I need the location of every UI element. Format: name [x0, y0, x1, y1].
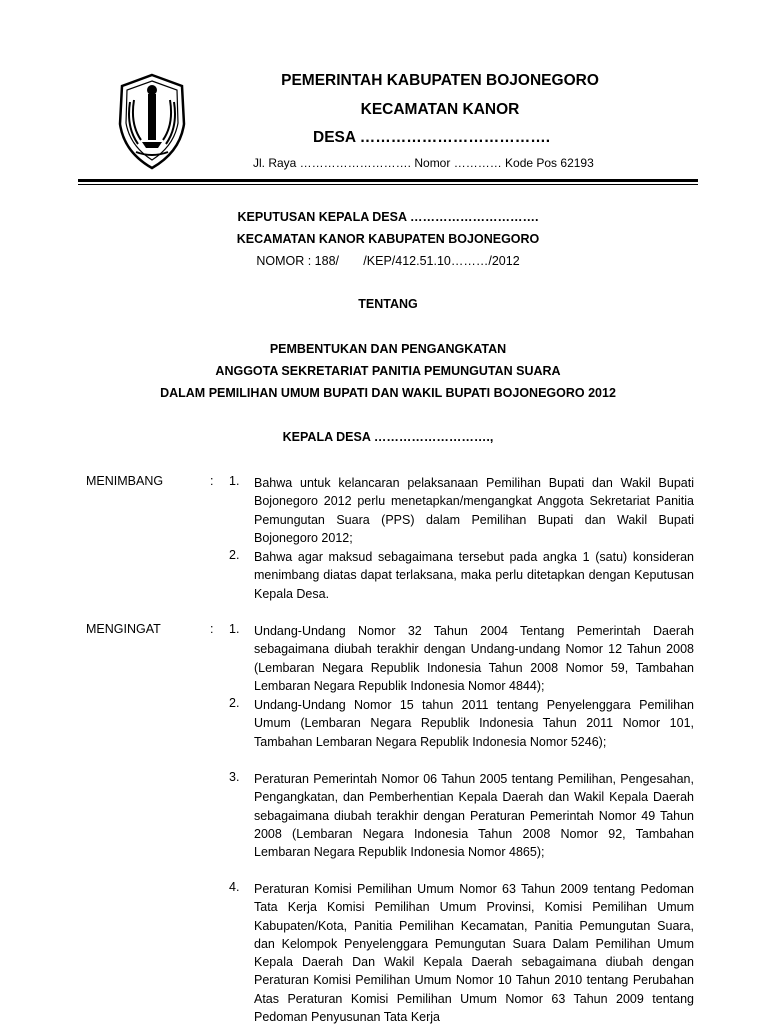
mengingat-item-2-number: 2.	[229, 696, 240, 710]
letterhead-address: Jl. Raya ………………………. Nomor ………… Kode Pos 62193	[253, 156, 594, 170]
letterhead-village: DESA ……………………………….	[313, 129, 551, 146]
letterhead-divider-thin	[78, 184, 698, 185]
menimbang-item-2-number: 2.	[229, 548, 240, 562]
menimbang-item-2-text: Bahwa agar maksud sebagaimana tersebut pada angka 1 (satu) konsideran menimbang diatas dapat terlaksana, maka perlu ditetapkan dengan Keputusan Kepala Desa.	[254, 550, 694, 601]
menimbang-label: MENIMBANG	[86, 474, 164, 488]
kepala-desa-heading: KEPALA DESA ……………………….,	[282, 430, 494, 444]
mengingat-colon: :	[210, 622, 214, 636]
mengingat-item-1-text: Undang-Undang Nomor 32 Tahun 2004 Tentang Pemerintah Daerah sebagaimana diubah terakhir dengan Undang-undang Nomor 12 Tahun 2008 (Lembaran Negara Republik Indonesia Tahun 2008 Nomor 59, Tambahan Lembaran Negara Republik Indonesia Nomor 4844);	[254, 624, 694, 693]
mengingat-item-2-text: Undang-Undang Nomor 15 tahun 2011 tentang Penyelenggara Pemilihan Umum (Lembaran Negara Republik Indonesia Tahun 2011 Nomor 101, Tambahan Lembaran Negara Republik Indonesia Nomor 5246);	[254, 698, 694, 749]
decree-title: KEPUTUSAN KEPALA DESA ………………………….	[237, 210, 539, 224]
letterhead-government: PEMERINTAH KABUPATEN BOJONEGORO	[281, 72, 599, 89]
mengingat-item-4-number: 4.	[229, 880, 240, 894]
mengingat-item-3-number: 3.	[229, 770, 240, 784]
subject-line-2: ANGGOTA SEKRETARIAT PANITIA PEMUNGUTAN SUARA	[215, 364, 561, 378]
letterhead-district: KECAMATAN KANOR	[360, 101, 520, 118]
decree-jurisdiction: KECAMATAN KANOR KABUPATEN BOJONEGORO	[236, 232, 540, 246]
mengingat-item-4-text: Peraturan Komisi Pemilihan Umum Nomor 63 Tahun 2009 tentang Pedoman Tata Kerja Komisi Pemilihan Umum Provinsi, Komisi Pemilihan Umum Kabupaten/Kota, Panitia Pemilihan Kecamatan, Panitia Pemungutan Suara, dan Kelompok Penyelenggara Pemungutan Suara Dalam Pemilihan Umum Kepala Daerah Dan Wakil Kepala Daerah sebagaimana diubah dengan Peraturan Komisi Pemilihan Umum Nomor 10 Tahun 2010 tentang Perubahan Atas Peraturan Komisi Pemilihan Umum Nomor 63 Tahun 2009 tentang Pedoman Penyusunan Tata Kerja	[254, 882, 694, 1025]
menimbang-item-1-number: 1.	[229, 474, 240, 488]
mengingat-label: MENGINGAT	[86, 622, 161, 636]
mengingat-item-3-text: Peraturan Pemerintah Nomor 06 Tahun 2005 tentang Pemilihan, Pengesahan, Pengangkatan, dan Pemberhentian Kepala Daerah dan Wakil Kepala Daerah sebagaimana diubah terakhir dengan Peraturan Pemerintah Nomor 49 Tahun 2008 (Lembaran Negara Indonesia Tahun 2008 Nomor 92, Tambahan Lembaran Negara Republik Indonesia Nomor 4865);	[254, 772, 694, 860]
subject-line-1: PEMBENTUKAN DAN PENGANGKATAN	[269, 342, 507, 356]
decree-number: NOMOR : 188/ /KEP/412.51.10………/2012	[256, 254, 520, 268]
menimbang-colon: :	[210, 474, 214, 488]
bojonegoro-emblem-logo	[116, 72, 188, 172]
mengingat-item-1-number: 1.	[229, 622, 240, 636]
letterhead-divider-thick	[78, 179, 698, 182]
tentang-heading: TENTANG	[358, 297, 418, 311]
subject-line-3: DALAM PEMILIHAN UMUM BUPATI DAN WAKIL BUPATI BOJONEGORO 2012	[160, 386, 616, 400]
menimbang-item-1-text: Bahwa untuk kelancaran pelaksanaan Pemilihan Bupati dan Wakil Bupati Bojonegoro 2012 perlu menetapkan/mengangkat Anggota Sekretariat Panitia Pemungutan Suara (PPS) dalam Pemilihan Bupati dan Wakil Bupati Bojonegoro 2012;	[254, 476, 694, 545]
